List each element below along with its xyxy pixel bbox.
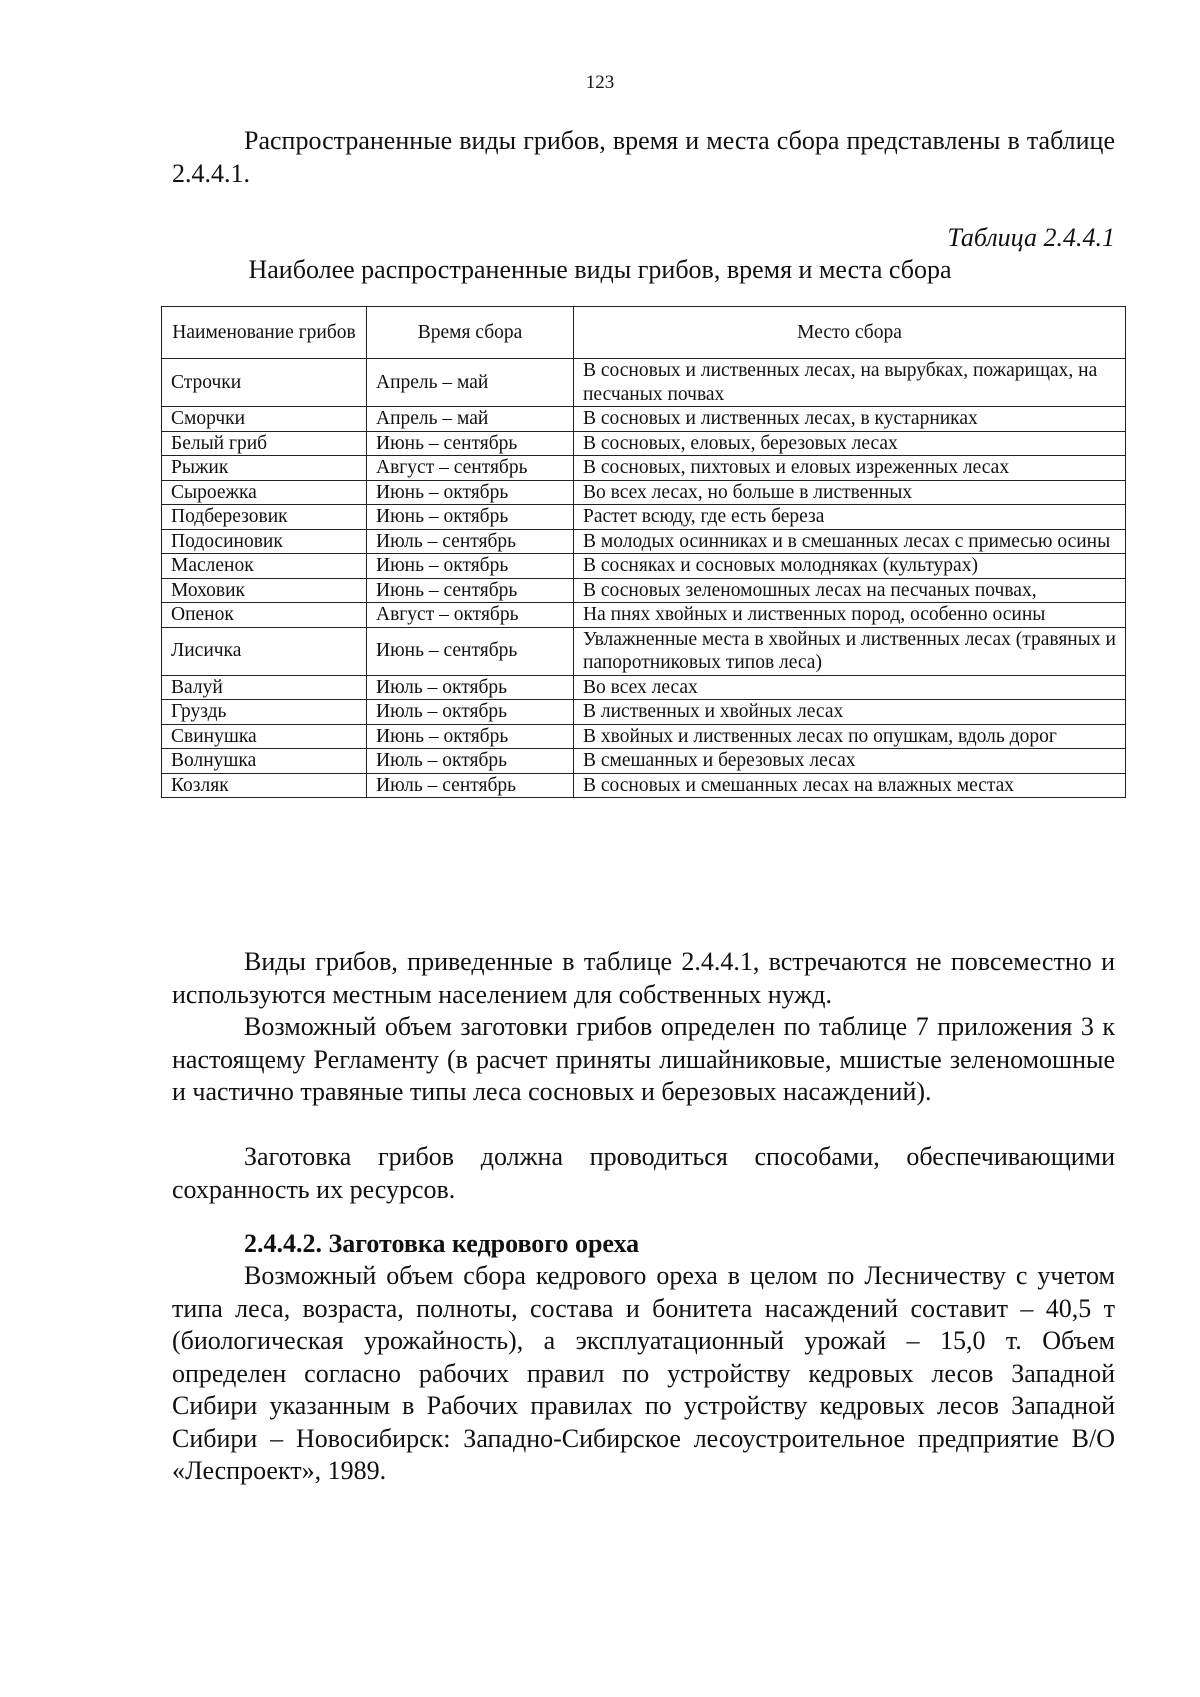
section-paragraph: Возможный объем сбора кедрового ореха в целом по Лесничеству с учетом типа леса, возраста, полноты, состава и бонитета насаждений составит – 40,5 т (биологическая урожайность), а эксплуатационный урожай – 15,0 т. Объем определен согласно рабочих правил по устройству кедровых лесов Западной Сибири указанным в Рабочих правилах по устройству кедровых лесов Западной Сибири – Новосибирск: Западно-Сибирское лесоустроительное предприятие В/О «Леспроект», 1989. bbox=[172, 1261, 1115, 1485]
cell-time: Июнь – октябрь bbox=[367, 480, 574, 505]
table-row bbox=[162, 627, 1126, 675]
cell-name: Рыжик bbox=[162, 456, 367, 481]
table-row bbox=[162, 529, 1126, 554]
cell-place: В молодых осинниках и в смешанных лесах с примесью осины bbox=[574, 529, 1126, 554]
table-row bbox=[162, 773, 1126, 798]
cell-place: В хвойных и лиственных лесах по опушкам, вдоль дорог bbox=[574, 724, 1126, 749]
cell-time: Июнь – октябрь bbox=[367, 554, 574, 579]
cell-place: Увлажненные места в хвойных и лиственных лесах (травяных и папоротниковых типов леса) bbox=[574, 627, 1126, 675]
table-row bbox=[162, 554, 1126, 579]
table-row bbox=[162, 480, 1126, 505]
cell-time: Июль – октябрь bbox=[367, 749, 574, 774]
table-row bbox=[162, 700, 1126, 725]
table-title: Наиболее распространенные виды грибов, время и места сбора bbox=[248, 255, 952, 284]
cell-name: Белый гриб bbox=[162, 431, 367, 456]
cell-name: Козляк bbox=[162, 773, 367, 798]
cell-place: Во всех лесах bbox=[574, 675, 1126, 700]
header-name: Наименование грибов bbox=[162, 307, 367, 359]
cell-time: Июль – сентябрь bbox=[367, 529, 574, 554]
cell-name: Груздь bbox=[162, 700, 367, 725]
cell-name: Опенок bbox=[162, 603, 367, 628]
table-body bbox=[162, 359, 1126, 798]
cell-time: Июнь – сентябрь bbox=[367, 627, 574, 675]
cell-time: Август – сентябрь bbox=[367, 456, 574, 481]
page-number: 123 bbox=[585, 72, 615, 93]
cell-place: В сосняках и сосновых молодняках (культурах) bbox=[574, 554, 1126, 579]
paragraph-2: Возможный объем заготовки грибов определен по таблице 7 приложения 3 к настоящему Регламенту (в расчет приняты лишайниковые, мшистые зеленомошные и частично травяные типы леса сосновых и березовых насаждений). bbox=[172, 1012, 1115, 1106]
mushroom-table bbox=[161, 306, 1126, 798]
cell-place: В сосновых и лиственных лесах, в кустарниках bbox=[574, 407, 1126, 432]
cell-time: Июнь – октябрь bbox=[367, 505, 574, 530]
cell-time: Июнь – сентябрь bbox=[367, 431, 574, 456]
cell-time: Июль – сентябрь bbox=[367, 773, 574, 798]
cell-time: Июнь – октябрь bbox=[367, 724, 574, 749]
cell-name: Сыроежка bbox=[162, 480, 367, 505]
table-row bbox=[162, 603, 1126, 628]
table-row bbox=[162, 407, 1126, 432]
cell-name: Свинушка bbox=[162, 724, 367, 749]
cell-name: Моховик bbox=[162, 578, 367, 603]
header-time: Время сбора bbox=[367, 307, 574, 359]
cell-time: Апрель – май bbox=[367, 407, 574, 432]
table-row bbox=[162, 675, 1126, 700]
table-row bbox=[162, 456, 1126, 481]
table-row bbox=[162, 359, 1126, 407]
table-row bbox=[162, 749, 1126, 774]
cell-time: Июнь – сентябрь bbox=[367, 578, 574, 603]
cell-name: Масленок bbox=[162, 554, 367, 579]
cell-place: В сосновых, пихтовых и еловых изреженных лесах bbox=[574, 456, 1126, 481]
cell-time: Апрель – май bbox=[367, 359, 574, 407]
cell-time: Июль – октябрь bbox=[367, 675, 574, 700]
paragraph-3: Заготовка грибов должна проводиться способами, обеспечивающими сохранность их ресурсов. bbox=[172, 1142, 1115, 1204]
cell-time: Июль – октябрь bbox=[367, 700, 574, 725]
cell-place: На пнях хвойных и лиственных пород, особенно осины bbox=[574, 603, 1126, 628]
cell-place: В сосновых и смешанных лесах на влажных местах bbox=[574, 773, 1126, 798]
cell-name: Сморчки bbox=[162, 407, 367, 432]
cell-name: Подосиновик bbox=[162, 529, 367, 554]
cell-place: В сосновых зеленомошных лесах на песчаных почвах, bbox=[574, 578, 1126, 603]
table-row bbox=[162, 578, 1126, 603]
paragraph-1: Виды грибов, приведенные в таблице 2.4.4.1, встречаются не повсеместно и используются местным населением для собственных нужд. bbox=[172, 947, 1115, 1009]
cell-name: Волнушка bbox=[162, 749, 367, 774]
cell-name: Лисичка bbox=[162, 627, 367, 675]
cell-name: Подберезовик bbox=[162, 505, 367, 530]
table-label: Таблица 2.4.4.1 bbox=[947, 223, 1115, 252]
section-heading: 2.4.4.2. Заготовка кедрового ореха bbox=[244, 1229, 640, 1258]
table-header-row bbox=[162, 307, 1126, 359]
cell-name: Строчки bbox=[162, 359, 367, 407]
cell-place: В смешанных и березовых лесах bbox=[574, 749, 1126, 774]
cell-place: В лиственных и хвойных лесах bbox=[574, 700, 1126, 725]
cell-time: Август – октябрь bbox=[367, 603, 574, 628]
table-row bbox=[162, 505, 1126, 530]
cell-place: Во всех лесах, но больше в лиственных bbox=[574, 480, 1126, 505]
table-row bbox=[162, 724, 1126, 749]
intro-paragraph: Распространенные виды грибов, время и места сбора представлены в таблице 2.4.4.1. bbox=[172, 126, 1115, 188]
table-row bbox=[162, 431, 1126, 456]
header-place: Место сбора bbox=[574, 307, 1126, 359]
cell-name: Валуй bbox=[162, 675, 367, 700]
cell-place: Растет всюду, где есть береза bbox=[574, 505, 1126, 530]
cell-place: В сосновых и лиственных лесах, на вырубках, пожарищах, на песчаных почвах bbox=[574, 359, 1126, 407]
cell-place: В сосновых, еловых, березовых лесах bbox=[574, 431, 1126, 456]
